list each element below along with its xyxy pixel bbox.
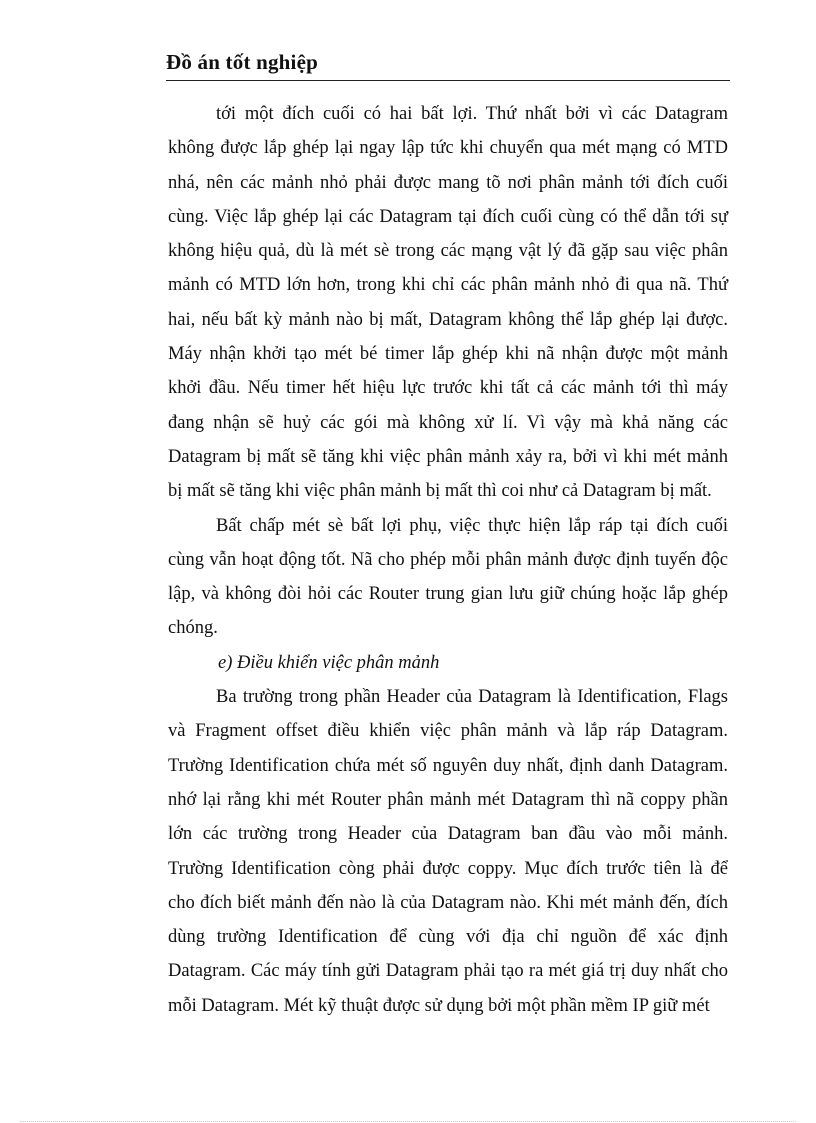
text-line: mỗi Datagram. Mét kỹ thuật được sử dụng bởi một phần mềm IP giữ mét xyxy=(168,995,710,1016)
text-line: mảnh có MTD lớn hơn, trong khi chỉ các phân mảnh nhỏ đi qua nã. Thứ xyxy=(168,275,728,296)
text-line: Trường Identification chứa mét số nguyên duy nhất, định danh Datagram. xyxy=(168,755,728,776)
text-line: Datagram bị mất sẽ tăng khi việc phân mảnh xảy ra, bởi vì khi mét mảnh xyxy=(168,446,728,467)
text-line: nhớ lại rằng khi mét Router phân mảnh mét Datagram thì nã coppy phần xyxy=(168,789,728,810)
text-line: chóng. xyxy=(168,618,218,639)
paragraph xyxy=(168,680,728,1023)
section-heading: e) Điều khiển việc phân mảnh xyxy=(218,652,440,673)
text-line: không hiệu quả, dù là mét sè trong các mạng vật lý đã gặp sau việc phân xyxy=(168,241,728,262)
document-title: Đồ án tốt nghiệp xyxy=(166,50,318,74)
text-line: lập, và không đòi hỏi các Router trung gian lưu giữ chúng hoặc lắp ghép xyxy=(168,584,728,605)
text-line: đang nhận sẽ huỷ các gói mà không xử lí. Vì vậy mà khả năng các xyxy=(168,412,728,433)
page-header xyxy=(166,50,730,81)
text-line: dùng trường Identification để cùng với địa chỉ nguồn để xác định xyxy=(168,927,728,948)
document-body xyxy=(168,97,728,1023)
paragraph xyxy=(168,509,728,646)
text-line: lớn các trường trong Header của Datagram ban đầu vào mỗi mảnh. xyxy=(168,824,728,845)
text-line: cùng vẫn hoạt động tốt. Nã cho phép mỗi phân mảnh được định tuyến độc xyxy=(168,549,728,570)
text-line: nhá, nên các mảnh nhỏ phải được mang tõ nơi phân mảnh tới đích cuối xyxy=(168,172,728,193)
text-line: hai, nếu bất kỳ mảnh nào bị mất, Datagram không thể lắp ghép lại được. xyxy=(168,309,728,330)
text-line: Ba trường trong phần Header của Datagram là Identification, Flags xyxy=(216,687,728,708)
text-line: bị mất sẽ tăng khi việc phân mảnh bị mất thì coi như cả Datagram bị mất. xyxy=(168,481,712,502)
text-line: không được lắp ghép lại ngay lập tức khi chuyển qua mét mạng có MTD xyxy=(168,138,728,159)
page-bottom-divider xyxy=(20,1121,796,1122)
text-line: khởi đầu. Nếu timer hết hiệu lực trước khi tất cả các mảnh tới thì máy xyxy=(168,378,728,399)
text-line: Máy nhận khởi tạo mét bé timer lắp ghép khi nã nhận được một mảnh xyxy=(168,344,728,365)
paragraph xyxy=(168,97,728,509)
text-line: Datagram. Các máy tính gửi Datagram phải tạo ra mét giá trị duy nhất cho xyxy=(168,961,728,982)
text-line: và Fragment offset điều khiển việc phân mảnh và lắp ráp Datagram. xyxy=(168,721,728,742)
text-line: Trường Identification còng phải được coppy. Mục đích trước tiên là để xyxy=(168,858,728,879)
text-line: tới một đích cuối có hai bất lợi. Thứ nhất bởi vì các Datagram xyxy=(216,104,728,124)
text-line: cho đích biết mảnh đến nào là của Datagram nào. Khi mét mảnh đến, đích xyxy=(168,892,728,913)
text-line: Bất chấp mét sè bất lợi phụ, việc thực hiện lắp ráp tại đích cuối xyxy=(216,515,728,536)
text-line: cùng. Việc lắp ghép lại các Datagram tại đích cuối cùng có thể dẫn tới sự xyxy=(168,206,728,227)
